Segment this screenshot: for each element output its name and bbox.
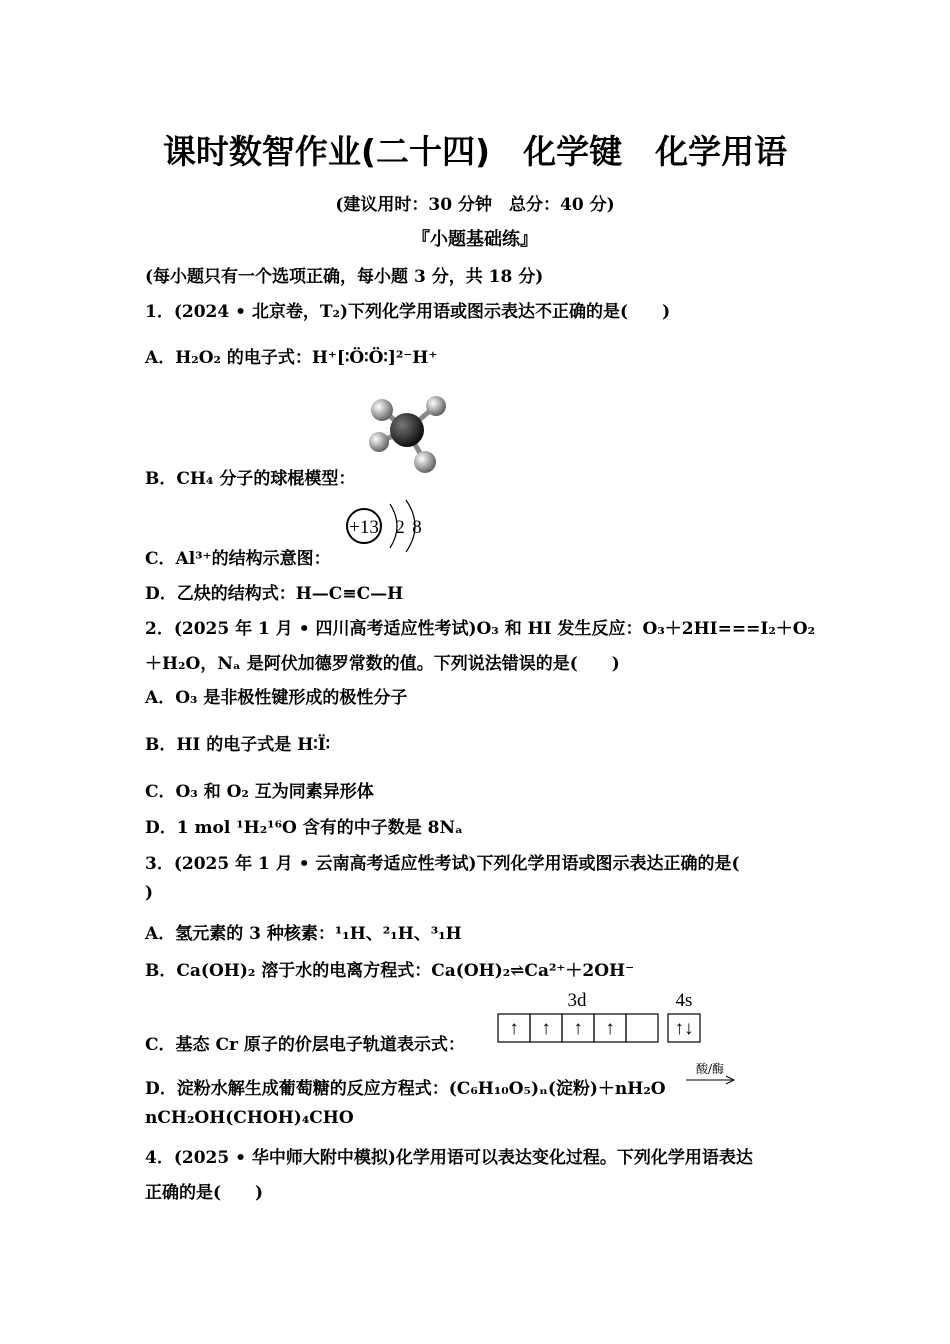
instructions: (每小题只有一个选项正确，每小题 3 分，共 18 分)	[145, 267, 544, 287]
orbital-3d-box-1: ↑	[509, 1018, 519, 1039]
q2-option-d: D．1 mol ¹H₂¹⁶O 含有的中子数是 8Nₐ	[145, 818, 463, 838]
q3-option-d-line2: nCH₂OH(CHOH)₄CHO	[145, 1108, 354, 1128]
nucleus-charge: +13	[349, 517, 379, 538]
q3-stem-line1: 3．(2025 年 1 月 • 云南高考适应性考试)下列化学用语或图示表达正确的是(	[145, 854, 740, 874]
orbital-label-3d: 3d	[567, 990, 587, 1011]
section-header	[0, 225, 950, 251]
reaction-arrow	[686, 1060, 738, 1090]
q1-option-c: C．Al³⁺的结构示意图：	[145, 549, 331, 569]
q1-option-b: B．CH₄ 分子的球棍模型：	[145, 469, 356, 489]
q2-option-a: A．O₃ 是非极性键形成的极性分子	[145, 688, 408, 708]
q3-option-b: B．Ca(OH)₂ 溶于水的电离方程式：Ca(OH)₂⇌Ca²⁺＋2OH⁻	[145, 961, 635, 981]
al3-structure-diagram	[344, 498, 434, 554]
time-score-note: (建议用时：30 分钟 总分：40 分)	[335, 195, 615, 215]
q2-option-c: C．O₃ 和 O₂ 互为同素异形体	[145, 782, 374, 802]
orbital-label-4s: 4s	[675, 990, 693, 1011]
cr-orbital-diagram	[496, 988, 704, 1046]
section-label: 小题基础练	[430, 229, 520, 250]
ch4-ball-stick-model	[362, 388, 457, 480]
q1-stem: 1．(2024 • 北京卷，T₂)下列化学用语或图示表达不正确的是( )	[145, 302, 671, 322]
q3-option-d-line1: D．淀粉水解生成葡萄糖的反应方程式：(C₆H₁₀O₅)ₙ(淀粉)＋nH₂O	[145, 1079, 666, 1099]
shell-2-electrons: 8	[412, 517, 422, 538]
h2o2-electron-formula: H⁺[∶Ö∶Ö∶]²⁻H⁺	[311, 348, 438, 368]
orbital-3d-box-2: ↑	[541, 1018, 551, 1039]
q3-option-c: C．基态 Cr 原子的价层电子轨道表示式：	[145, 1035, 465, 1055]
q1-option-d: D．乙炔的结构式：H—C≡C—H	[145, 584, 404, 604]
q3-stem-line2: )	[145, 883, 154, 903]
q2-stem-line2: ＋H₂O，Nₐ 是阿伏加德罗常数的值。下列说法错误的是( )	[145, 654, 620, 674]
q4-stem-line2: 正确的是( )	[145, 1183, 264, 1203]
q2-option-b: B．HI 的电子式是 H∶Ï∶	[145, 735, 331, 755]
orbital-3d-box-4: ↑	[605, 1018, 615, 1039]
arrow-condition: 酸/酶	[695, 1062, 725, 1076]
q1-option-a-label: A．H₂O₂ 的电子式：	[145, 348, 312, 368]
shell-1-electrons: 2	[395, 517, 405, 538]
q4-stem-line1: 4．(2025 • 华中师大附中模拟)化学用语可以表达变化过程。下列化学用语表达	[145, 1148, 753, 1168]
q2-stem-line1: 2．(2025 年 1 月 • 四川高考适应性考试)O₃ 和 HI 发生反应：O₃＋2HI===I₂＋O₂	[145, 619, 816, 639]
q1-option-a	[145, 343, 437, 368]
bracket-right: 』	[520, 229, 538, 250]
orbital-4s-box: ↑↓	[674, 1018, 694, 1039]
q3-option-a: A．氢元素的 3 种核素：¹₁H、²₁H、³₁H	[145, 924, 462, 944]
bracket-left: 『	[412, 229, 430, 250]
orbital-3d-box-3: ↑	[573, 1018, 583, 1039]
page-title: 课时数智作业(二十四) 化学键 化学用语	[162, 132, 788, 171]
